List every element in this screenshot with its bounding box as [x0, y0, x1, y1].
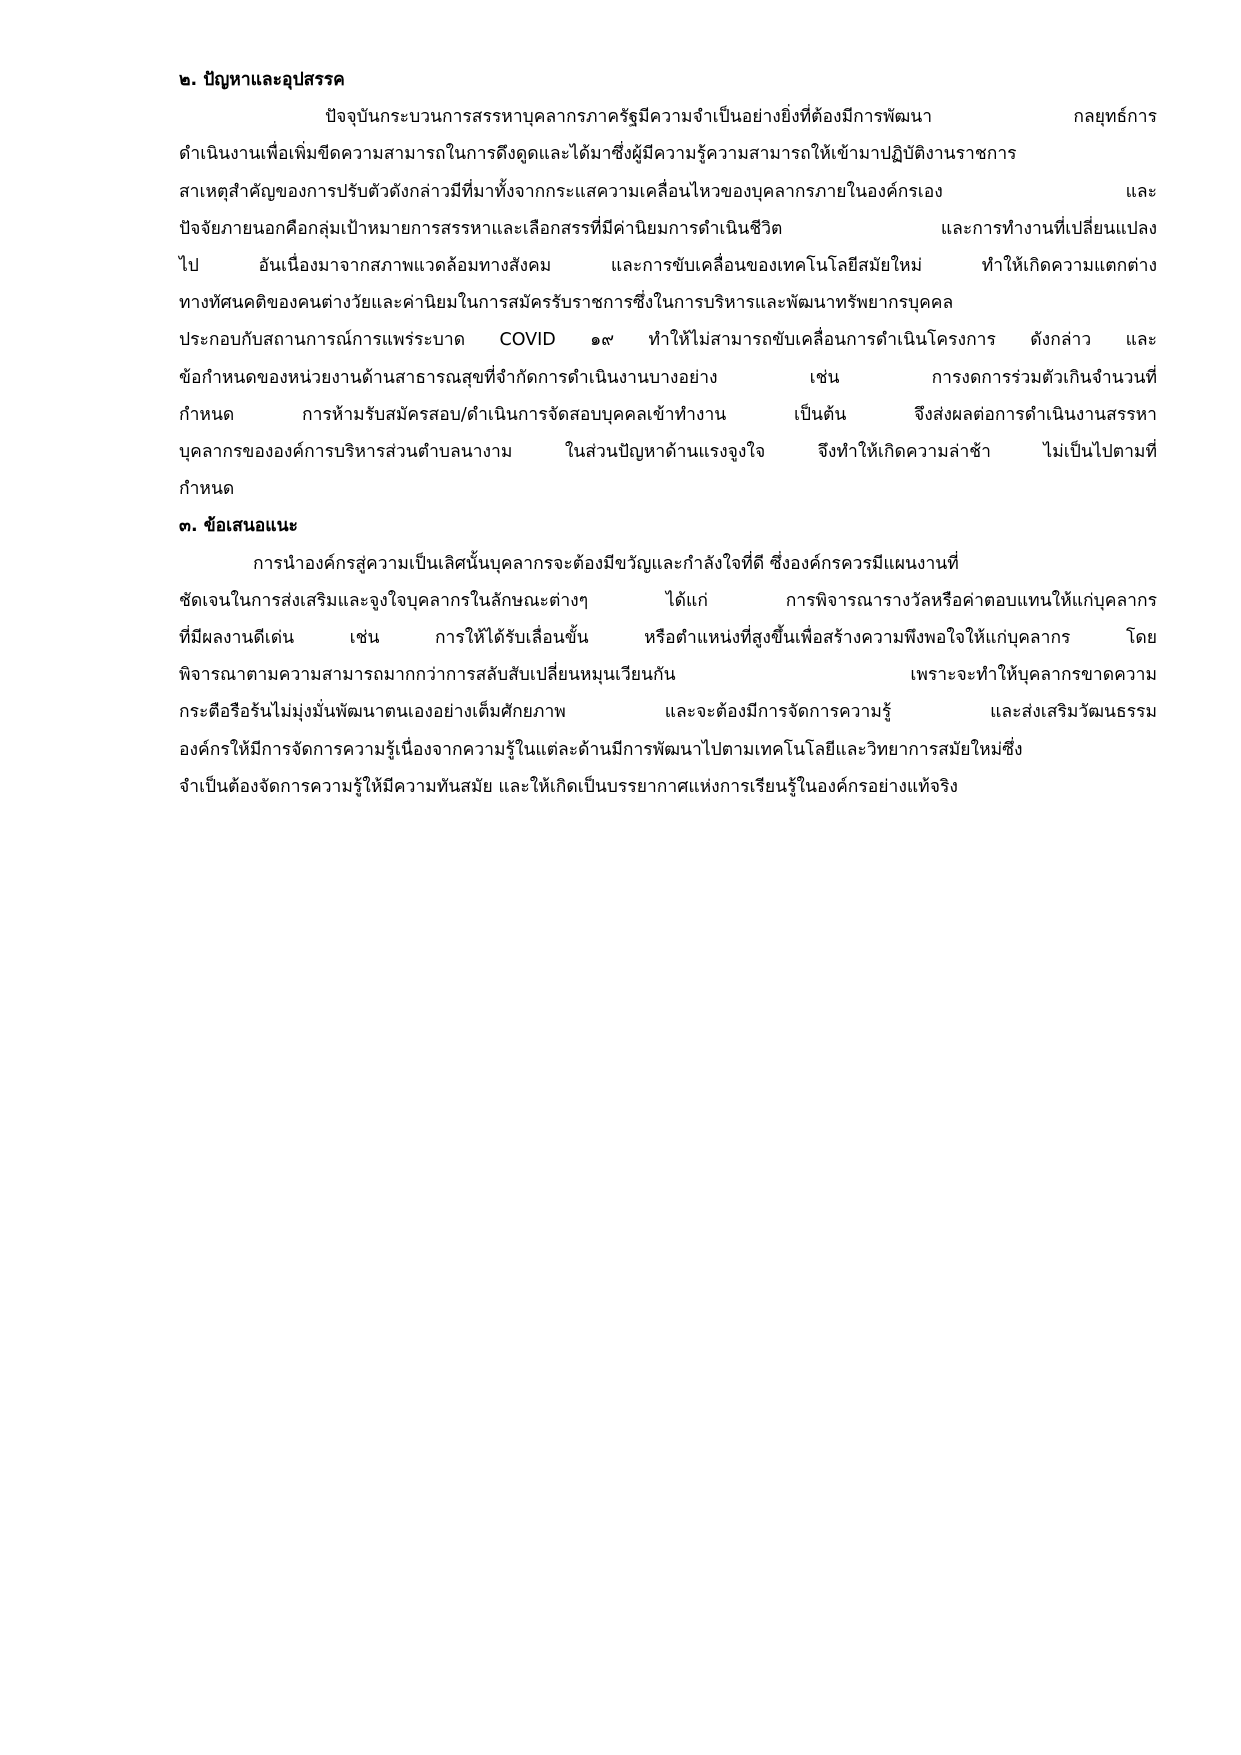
paragraph-line: กระตือรือร้นไม่มุ่งมั่นพัฒนาตนเองอย่างเต็มศักยภาพ และจะต้องมีการจัดการความรู้ และส่งเสริมวัฒนธรรม: [179, 702, 1157, 723]
paragraph-line: ชัดเจนในการส่งเสริมและจูงใจบุคลากรในลักษณะต่างๆ ได้แก่ การพิจารณารางวัลหรือค่าตอบแทนให้แก่บุคลากร: [179, 590, 1157, 611]
paragraph-line: องค์กรให้มีการจัดการความรู้เนื่องจากความรู้ในแต่ละด้านมีการพัฒนาไปตามเทคโนโลยีและวิทยาการสมัยใหม่ซึ่ง: [179, 739, 1023, 760]
section-2-heading: ๒. ปัญหาและอุปสรรค: [179, 70, 345, 90]
paragraph-line: กำหนด การห้ามรับสมัครสอบ/ดำเนินการจัดสอบบุคคลเข้าทำงาน เป็นต้น จึงส่งผลต่อการดำเนินงานสรรหา: [179, 404, 1157, 425]
paragraph-line: บุคลากรขององค์การบริหารส่วนตำบลนางาม ในส่วนปัญหาด้านแรงจูงใจ จึงทำให้เกิดความล่าช้า ไม่เป็นไปตามที่: [179, 442, 1157, 463]
paragraph-line: ไป อันเนื่องมาจากสภาพแวดล้อมทางสังคม และการขับเคลื่อนของเทคโนโลยีสมัยใหม่ ทำให้เกิดความแตกต่าง: [179, 256, 1157, 277]
section-3-paragraph: [179, 546, 1157, 806]
paragraph-line: ดำเนินงานเพื่อเพิ่มขีดความสามารถในการดึงดูดและได้มาซึ่งผู้มีความรู้ความสามารถให้เข้ามาปฏิบัติงานราชการ: [179, 144, 1017, 165]
paragraph-line: ประกอบกับสถานการณ์การแพร่ระบาด COVID ๑๙ ทำให้ไม่สามารถขับเคลื่อนการดำเนินโครงการ ดังกล่าว และ: [179, 330, 1157, 351]
paragraph-line: จำเป็นต้องจัดการความรู้ให้มีความทันสมัย และให้เกิดเป็นบรรยากาศแห่งการเรียนรู้ในองค์กรอย่างแท้จริง: [179, 776, 958, 797]
paragraph-line: พิจารณาตามความสามารถมากกว่าการสลับสับเปลี่ยนหมุนเวียนกัน เพราะจะทำให้บุคลากรขาดความ: [179, 665, 1157, 686]
paragraph-line: ข้อกำหนดของหน่วยงานด้านสาธารณสุขที่จำกัดการดำเนินงานบางอย่าง เช่น การงดการร่วมตัวเกินจำนวนที่: [179, 367, 1157, 388]
section-3-heading: ๓. ข้อเสนอแนะ: [179, 516, 298, 537]
paragraph-line: ที่มีผลงานดีเด่น เช่น การให้ได้รับเลื่อนขั้น หรือตำแหน่งที่สูงขึ้นเพื่อสร้างความพึงพอใจให้แก่บุคลากร โดย: [179, 628, 1157, 649]
paragraph-line: ทางทัศนคติของคนต่างวัยและค่านิยมในการสมัครรับราชการซึ่งในการบริหารและพัฒนาทรัพยากรบุคคล: [179, 293, 954, 314]
section-2-paragraph: [179, 99, 1157, 508]
paragraph-line: ปัจจุบันกระบวนการสรรหาบุคลากรภาครัฐมีความจำเป็นอย่างยิ่งที่ต้องมีการพัฒนา กลยุทธ์การ: [325, 107, 1157, 128]
paragraph-line: ปัจจัยภายนอกคือกลุ่มเป้าหมายการสรรหาและเลือกสรรที่มีค่านิยมการดำเนินชีวิต และการทำงานที่เปลี่ยนแปลง: [179, 218, 1157, 239]
paragraph-line: สาเหตุสำคัญของการปรับตัวดังกล่าวมีที่มาทั้งจากกระแสความเคลื่อนไหวของบุคลากรภายในองค์กรเอง และ: [179, 181, 1157, 202]
document-body: [179, 62, 1157, 806]
paragraph-line: การนำองค์กรสู่ความเป็นเลิศนั้นบุคลากรจะต้องมีขวัญและกำลังใจที่ดี ซึ่งองค์กรควรมีแผนงานที่: [253, 553, 959, 574]
paragraph-line: กำหนด: [179, 479, 235, 500]
